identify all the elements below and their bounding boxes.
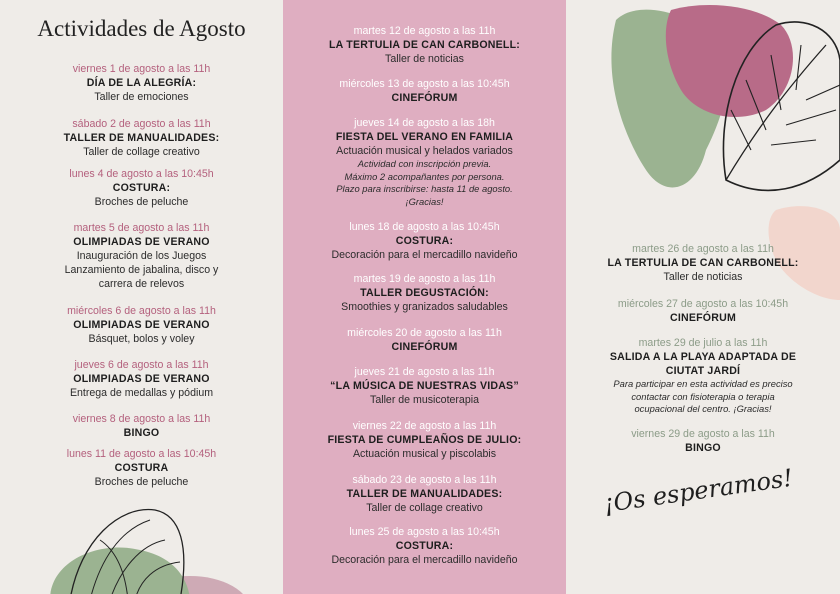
event-description: Lanzamiento de jabalina, disco y [64,264,219,276]
event-date: martes 26 de agosto a las 11h [632,243,774,255]
column-right [566,0,840,594]
event-item [283,116,566,208]
event-name: TALLER DE MANUALIDADES: [346,488,503,500]
event-date: martes 29 de julio a las 11h [638,337,768,349]
event-description: Básquet, bolos y voley [88,333,195,345]
event-date: viernes 29 de agosto a las 11h [631,428,775,440]
column-left [0,0,283,594]
event-date: jueves 21 de agosto a las 11h [354,366,495,378]
event-name: CINEFÓRUM [670,312,736,324]
event-item [566,427,840,455]
event-item [283,525,566,567]
event-item [283,365,566,407]
event-item [283,24,566,66]
event-date: viernes 22 de agosto a las 11h [352,420,497,432]
event-date: viernes 8 de agosto a las 11h [72,413,211,425]
event-name: BINGO [685,442,721,454]
event-date: miércoles 27 de agosto a las 10:45h [617,298,789,310]
event-name: LA TERTULIA DE CAN CARBONELL: [329,39,520,51]
event-name: OLIMPIADAS DE VERANO [73,319,210,331]
event-date: jueves 14 de agosto a las 18h [354,117,495,129]
event-description: Taller de collage creativo [366,502,483,514]
event-name: CINEFÓRUM [391,92,458,104]
event-description: Taller de collage creativo [83,146,200,158]
event-date: miércoles 6 de agosto a las 11h [67,305,216,317]
event-item [0,62,283,104]
event-name: COSTURA: [395,235,454,247]
event-name: DÍA DE LA ALEGRÍA: [86,77,197,89]
event-date: lunes 4 de agosto a las 10:45h [69,168,214,180]
event-description: Taller de noticias [663,271,743,283]
event-item [0,221,283,291]
event-name: LA TERTULIA DE CAN CARBONELL: [607,257,799,269]
leaf-decoration-bottom-left [40,500,250,594]
event-name: COSTURA: [112,182,171,194]
event-description: Actuación musical y helados variados [336,145,513,157]
event-item [566,242,840,284]
event-item [0,358,283,400]
event-description: Taller de emociones [94,91,189,103]
closing-message: ¡Os esperamos! [602,463,795,518]
event-description: Taller de musicoterapia [370,394,479,406]
event-date: miércoles 20 de agosto a las 11h [347,327,502,339]
event-item [283,473,566,515]
event-item [283,272,566,314]
event-name: FIESTA DE CUMPLEAÑOS DE JULIO: [327,434,522,446]
event-date: sábado 2 de agosto a las 11h [72,118,211,130]
event-date: martes 12 de agosto a las 11h [353,25,496,37]
event-item [566,336,840,416]
event-description: Inauguración de los Juegos [76,250,207,262]
event-description: Actuación musical y piscolabis [352,448,497,460]
event-item [283,419,566,461]
event-date: viernes 1 de agosto a las 11h [72,63,211,75]
event-name: “LA MÚSICA DE NUESTRAS VIDAS” [330,380,519,392]
event-item [283,326,566,354]
event-item [566,297,840,325]
event-name: OLIMPIADAS DE VERANO [73,373,210,385]
event-name: FIESTA DEL VERANO EN FAMILIA [335,131,514,143]
event-item [0,412,283,440]
event-item [0,117,283,159]
event-name: TALLER DEGUSTACIÓN: [360,287,489,299]
event-name: CINEFÓRUM [391,341,458,353]
event-name: SALIDA A LA PLAYA ADAPTADA DE CIUTAT JARDÍ [609,351,797,377]
event-name: COSTURA: [395,540,454,552]
event-description: carrera de relevos [98,278,185,290]
event-item [0,304,283,346]
event-date: lunes 18 de agosto a las 10:45h [349,221,500,233]
event-note: Plazo para inscribirse: hasta 11 de agosto. [336,183,513,194]
event-note: Máximo 2 acompañantes por persona. [344,170,505,182]
event-description: Broches de peluche [94,476,189,488]
event-date: lunes 11 de agosto a las 10:45h [66,448,217,460]
event-name: TALLER DE MANUALIDADES: [63,132,220,144]
event-note: ¡Gracias! [405,195,444,207]
event-item [0,167,283,209]
event-date: martes 19 de agosto a las 11h [353,273,496,285]
event-item [283,77,566,105]
event-description: Taller de noticias [385,53,464,65]
event-description: Entrega de medallas y pódium [69,387,214,399]
column-middle [283,0,566,594]
page-title: Actividades de Agosto [37,16,246,41]
event-note: ocupacional del centro. ¡Gracias! [634,403,772,414]
event-date: lunes 25 de agosto a las 10:45h [349,526,500,538]
event-date: martes 5 de agosto a las 11h [73,222,210,234]
event-item [283,220,566,262]
event-description: Decoración para el mercadillo navideño [331,554,518,566]
event-date: jueves 6 de agosto a las 11h [74,359,209,371]
event-name: COSTURA [114,462,169,474]
event-name: BINGO [123,427,160,439]
event-description: Broches de peluche [94,196,189,208]
event-note: Para participar en esta actividad es preciso [613,378,793,389]
event-description: Decoración para el mercadillo navideño [331,249,518,261]
event-name: OLIMPIADAS DE VERANO [73,236,210,248]
event-date: miércoles 13 de agosto a las 10:45h [339,78,510,90]
event-note: Actividad con inscripción previa. [357,158,492,169]
event-description: Smoothies y granizados saludables [341,301,508,313]
event-date: sábado 23 de agosto a las 11h [352,474,497,486]
event-note: contactar con fisioterapia o terapia [631,390,775,402]
event-item [0,447,283,489]
